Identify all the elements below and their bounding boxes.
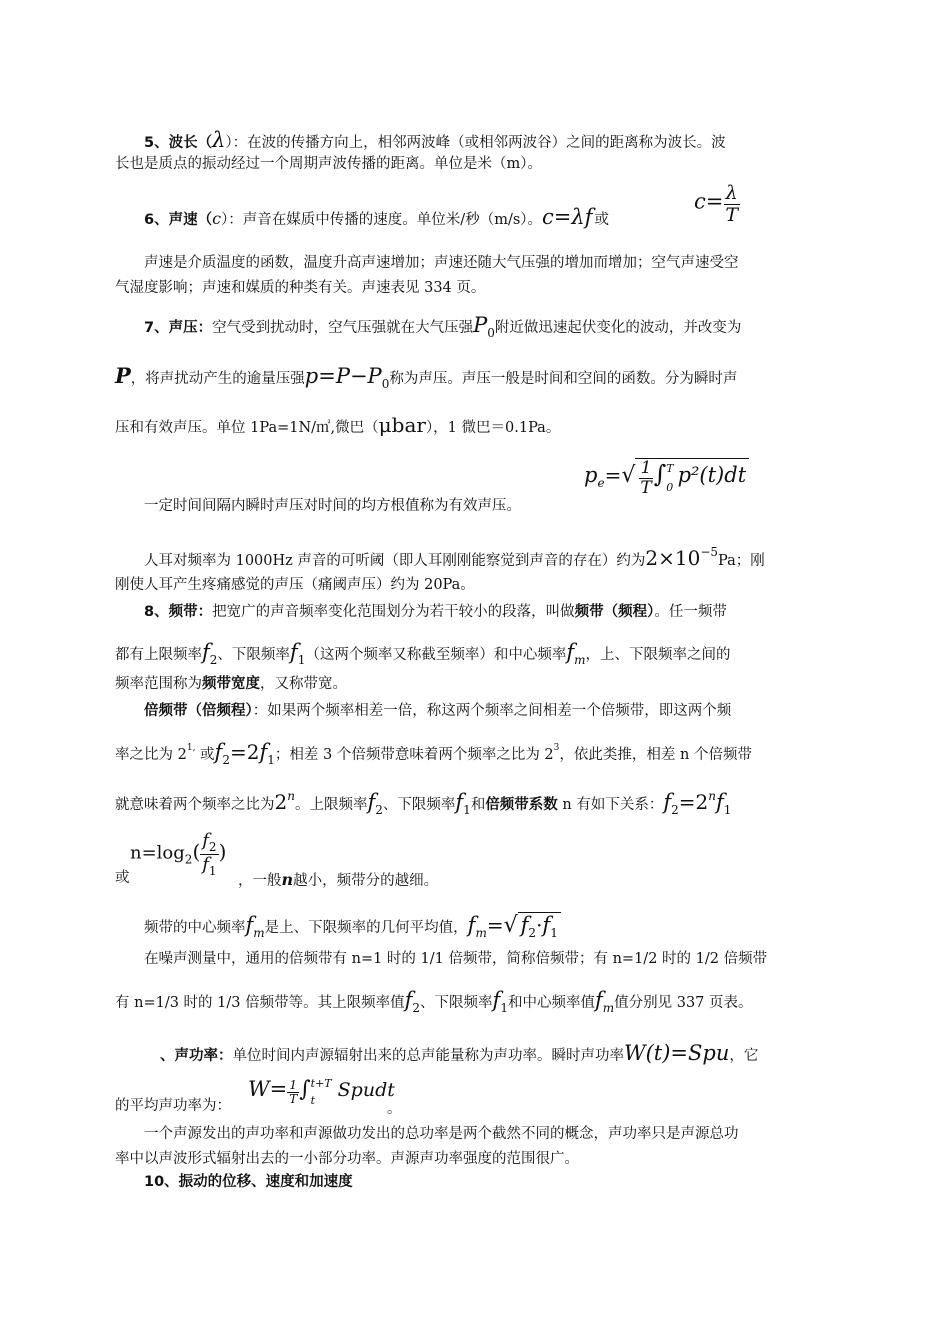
sound-power-line-2: 的平均声功率为： [115, 1098, 231, 1114]
average-power-formula: W= $\frac{1}{T}$ ∫ t+T t Spudt [248, 1077, 395, 1108]
log-formula-tail: ，一般n越小，频带分的越细。 [238, 870, 439, 889]
wavelength-line-1: 5、波长（λ）：在波的传播方向上，相邻两波峰（或相邻两波谷）之间的距离称为波长。波 [144, 128, 726, 152]
vibration-heading: 10、振动的位移、速度和加速度 [144, 1174, 353, 1190]
hearing-threshold-line-2: 刚使人耳产生疼痛感觉的声压（痛阈声压）约为 20Pa。 [115, 577, 475, 593]
octave-band-line-1: 倍频带（倍频程）：如果两个频率相差一倍，称这两个频率之间相差一个倍频带，即这两个频 [144, 703, 732, 719]
effective-pressure-formula: $p_e=√$ $\frac{1}{T}$ ∫ T 0 p²(t)dt [584, 458, 749, 497]
frequency-band-line-1: 8、频带：把宽广的声音频率变化范围划分为若干较小的段落，叫做频带（频程）。任一频带 [144, 604, 727, 620]
log-formula: $n=\log_2$( $\frac{f_2}{f_1}$ ) [130, 830, 227, 879]
hearing-threshold-line-1: 人耳对频率为 1000Hz 声音的可听阈（即人耳刚刚能察觉到声音的存在）约为$2\times 10^{-5}Pa$；刚 [144, 545, 765, 570]
sound-pressure-line-3: 压和有效声压。单位 1Pa=1N/㎡,微巴（μbar），1 微巴＝0.1Pa。 [115, 413, 561, 437]
sound-pressure-line-1: 7、声压：空气受到扰动时，空气压强就在大气压强$P_0$附近做迅速起伏变化的波动，并改变为 [144, 313, 742, 340]
measurement-line-1: 在噪声测量中，通用的倍频带有 n=1 时的 1/1 倍频带，简称倍频带；有 n=1/2 时的 1/2 倍频带 [144, 951, 768, 967]
sound-power-para-1: 一个声源发出的声功率和声源做功发出的总功率是两个截然不同的概念，声功率只是声源总功 [144, 1126, 739, 1142]
octave-band-line-3: 就意味着两个频率之比为2$^n$。上限频率$f_2$、下限频率$f_1$和倍频带系数 n 有如下关系：$f_2=2^nf_1$ [115, 789, 732, 817]
sound-speed-formula-2: c= $\frac{\lambda}{T}$ [694, 182, 739, 226]
center-frequency-line: 频带的中心频率$f_m$是上、下限频率的几何平均值，$f_m=√$ $f_2\cdot f_1$ [144, 912, 561, 940]
sound-power-line-1: 、声功率：单位时间内声源辐射出来的总声能量称为声功率。瞬时声功率W(t)=Spu，它 [160, 1041, 759, 1065]
wavelength-line-2: 长也是质点的振动经过一个周期声波传播的距离。单位是米（m）。 [115, 156, 542, 172]
sound-speed-para-1: 声速是介质温度的函数，温度升高声速增加；声速还随大气压强的增加而增加；空气声速受空 [144, 255, 739, 271]
sound-pressure-line-2: P，将声扰动产生的逾量压强$p=P-P_0$称为声压。声压一般是时间和空间的函数。分为瞬时声 [115, 363, 738, 391]
measurement-line-2: 有 n=1/3 时的 1/3 倍频带等。其上限频率值$f_2$、下限频率$f_1$和中心频率值$f_m$值分别见 337 页表。 [115, 988, 753, 1015]
octave-band-line-2: 率之比为 $2^{1,}$ 或$f_2=2f_1$；相差 3 个倍频带意味着两个频率之比为 $2^3$，依此类推，相差 n 个倍频带 [115, 740, 752, 767]
frequency-band-line-3: 频率范围称为频带宽度，又称带宽。 [115, 676, 347, 692]
average-power-period: 。 [387, 1101, 402, 1117]
sound-speed-para-2: 气湿度影响；声速和媒质的种类有关。声速表见 334 页。 [115, 280, 486, 296]
or-word: 或 [115, 870, 130, 886]
sound-power-para-2: 率中以声波形式辐射出去的一小部分功率。声源声功率强度的范围很广。 [115, 1151, 579, 1167]
sound-speed-line: 6、声速（c）：声音在媒质中传播的速度。单位米/秒（m/s）。c=λf 或 [144, 205, 609, 229]
frequency-band-line-2: 都有上限频率$f_2$、下限频率$f_1$（这两个频率又称截至频率）和中心频率$f_m$，上、下限频率之间的 [115, 640, 731, 667]
effective-pressure-text: 一定时间间隔内瞬时声压对时间的均方根值称为有效声压。 [144, 498, 521, 514]
